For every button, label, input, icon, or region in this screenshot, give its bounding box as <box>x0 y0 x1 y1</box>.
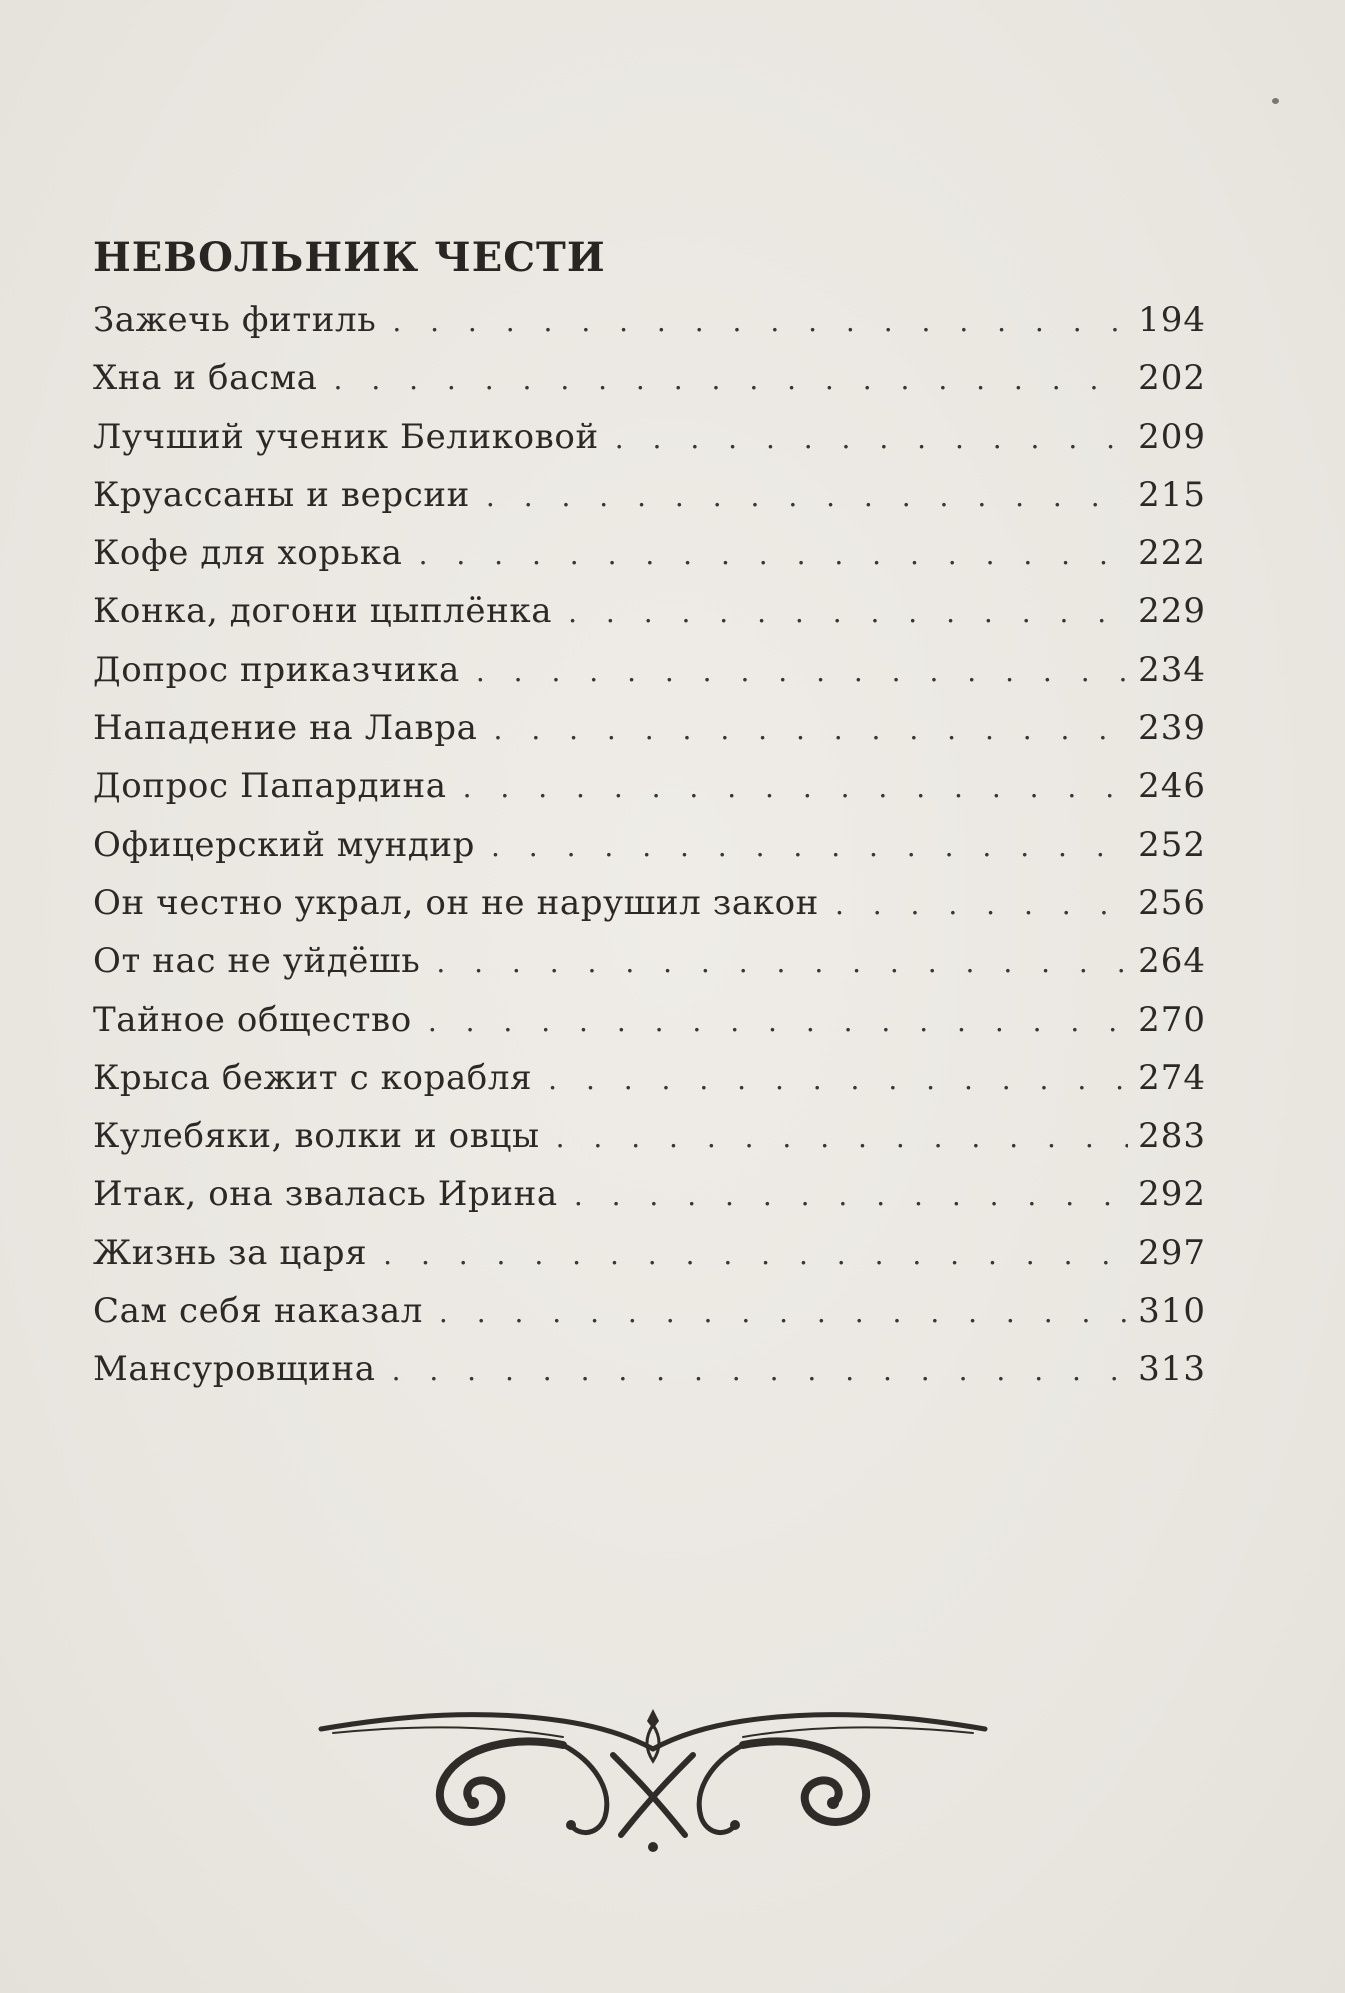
toc-entry-page: 256 <box>1138 882 1206 923</box>
dot-leader <box>392 1354 1129 1387</box>
dot-leader <box>383 1238 1128 1271</box>
toc-entry <box>93 1116 1206 1174</box>
toc-entry <box>93 1000 1206 1058</box>
toc-entry-title: Жизнь за царя <box>93 1232 368 1273</box>
dot-leader <box>835 888 1128 921</box>
toc-entry-page: 297 <box>1138 1232 1206 1273</box>
dot-leader <box>486 480 1128 513</box>
toc-entry-page: 234 <box>1138 649 1206 690</box>
dot-leader <box>392 305 1128 338</box>
toc-entry-title: Лучший ученик Беликовой <box>93 416 599 457</box>
toc-entry <box>93 1291 1206 1349</box>
toc-entry-page: 292 <box>1138 1174 1206 1215</box>
toc-entry <box>93 650 1206 708</box>
toc-entry-page: 202 <box>1138 358 1206 399</box>
toc-entry <box>93 766 1206 824</box>
toc-entry <box>93 825 1206 883</box>
flourish-ornament-icon <box>313 1685 993 1855</box>
toc-entry-page: 283 <box>1138 1116 1206 1157</box>
toc-entry-page: 246 <box>1138 766 1206 807</box>
toc-entry <box>93 941 1206 999</box>
toc-entry <box>93 1349 1206 1407</box>
dot-leader <box>548 1063 1128 1096</box>
dot-leader <box>436 946 1128 979</box>
toc-entry <box>93 1174 1206 1232</box>
toc-entry <box>93 300 1206 358</box>
toc-entry-page: 209 <box>1138 416 1206 457</box>
paper-speck <box>1272 98 1279 104</box>
dot-leader <box>476 655 1128 688</box>
toc-entry <box>93 883 1206 941</box>
toc-entry-title: Кулебяки, волки и овцы <box>93 1116 540 1157</box>
toc-entry <box>93 475 1206 533</box>
toc-entry <box>93 1233 1206 1291</box>
dot-leader <box>491 830 1128 863</box>
toc-entry-title: Итак, она звалась Ирина <box>93 1174 558 1215</box>
toc-entry <box>93 417 1206 475</box>
dot-leader <box>428 1005 1128 1038</box>
toc-entry-page: 252 <box>1138 824 1206 865</box>
toc-entry <box>93 708 1206 766</box>
dot-leader <box>439 1296 1128 1329</box>
dot-leader <box>334 363 1129 396</box>
dot-leader <box>556 1121 1128 1154</box>
toc-entry-title: Мансуровщина <box>93 1349 376 1390</box>
dot-leader <box>463 771 1128 804</box>
toc-entry-title: Нападение на Лавра <box>93 708 478 749</box>
toc-entry-page: 270 <box>1138 999 1206 1040</box>
toc-entry-page: 313 <box>1138 1349 1206 1390</box>
toc-entry <box>93 533 1206 591</box>
toc-entry-page: 310 <box>1138 1291 1206 1332</box>
toc-entry-title: Он честно украл, он не нарушил закон <box>93 882 819 923</box>
toc-entry-page: 222 <box>1138 533 1206 574</box>
toc-entry-page: 274 <box>1138 1057 1206 1098</box>
dot-leader <box>494 713 1129 746</box>
toc-entry <box>93 1058 1206 1116</box>
toc-entry-title: Офицерский мундир <box>93 824 475 865</box>
toc-entry-title: Зажечь фитиль <box>93 300 377 340</box>
toc-entry <box>93 591 1206 649</box>
dot-leader <box>419 538 1129 571</box>
toc-entry-title: Допрос приказчика <box>93 649 460 690</box>
toc-entry-title: Кофе для хорька <box>93 533 403 574</box>
toc-entry-page: 229 <box>1138 591 1206 632</box>
section-title: НЕВОЛЬНИК ЧЕСТИ <box>93 234 606 281</box>
toc-entry-page: 194 <box>1138 300 1206 340</box>
toc-entry-title: Хна и басма <box>93 358 318 399</box>
table-of-contents <box>93 300 1206 1408</box>
toc-entry-title: Крыса бежит с корабля <box>93 1057 533 1098</box>
toc-entry-page: 215 <box>1138 474 1206 515</box>
dot-leader <box>574 1179 1128 1212</box>
toc-entry-title: Тайное общество <box>93 999 412 1040</box>
toc-entry <box>93 358 1206 416</box>
toc-entry-title: Допрос Папардина <box>93 766 447 807</box>
toc-entry-page: 239 <box>1138 708 1206 749</box>
toc-entry-title: От нас не уйдёшь <box>93 941 421 982</box>
toc-entry-title: Сам себя наказал <box>93 1291 423 1332</box>
toc-entry-title: Конка, догони цыплёнка <box>93 591 553 632</box>
dot-leader <box>615 422 1128 455</box>
dot-leader <box>568 596 1128 629</box>
toc-entry-title: Круассаны и версии <box>93 474 470 515</box>
toc-entry-page: 264 <box>1138 941 1206 982</box>
